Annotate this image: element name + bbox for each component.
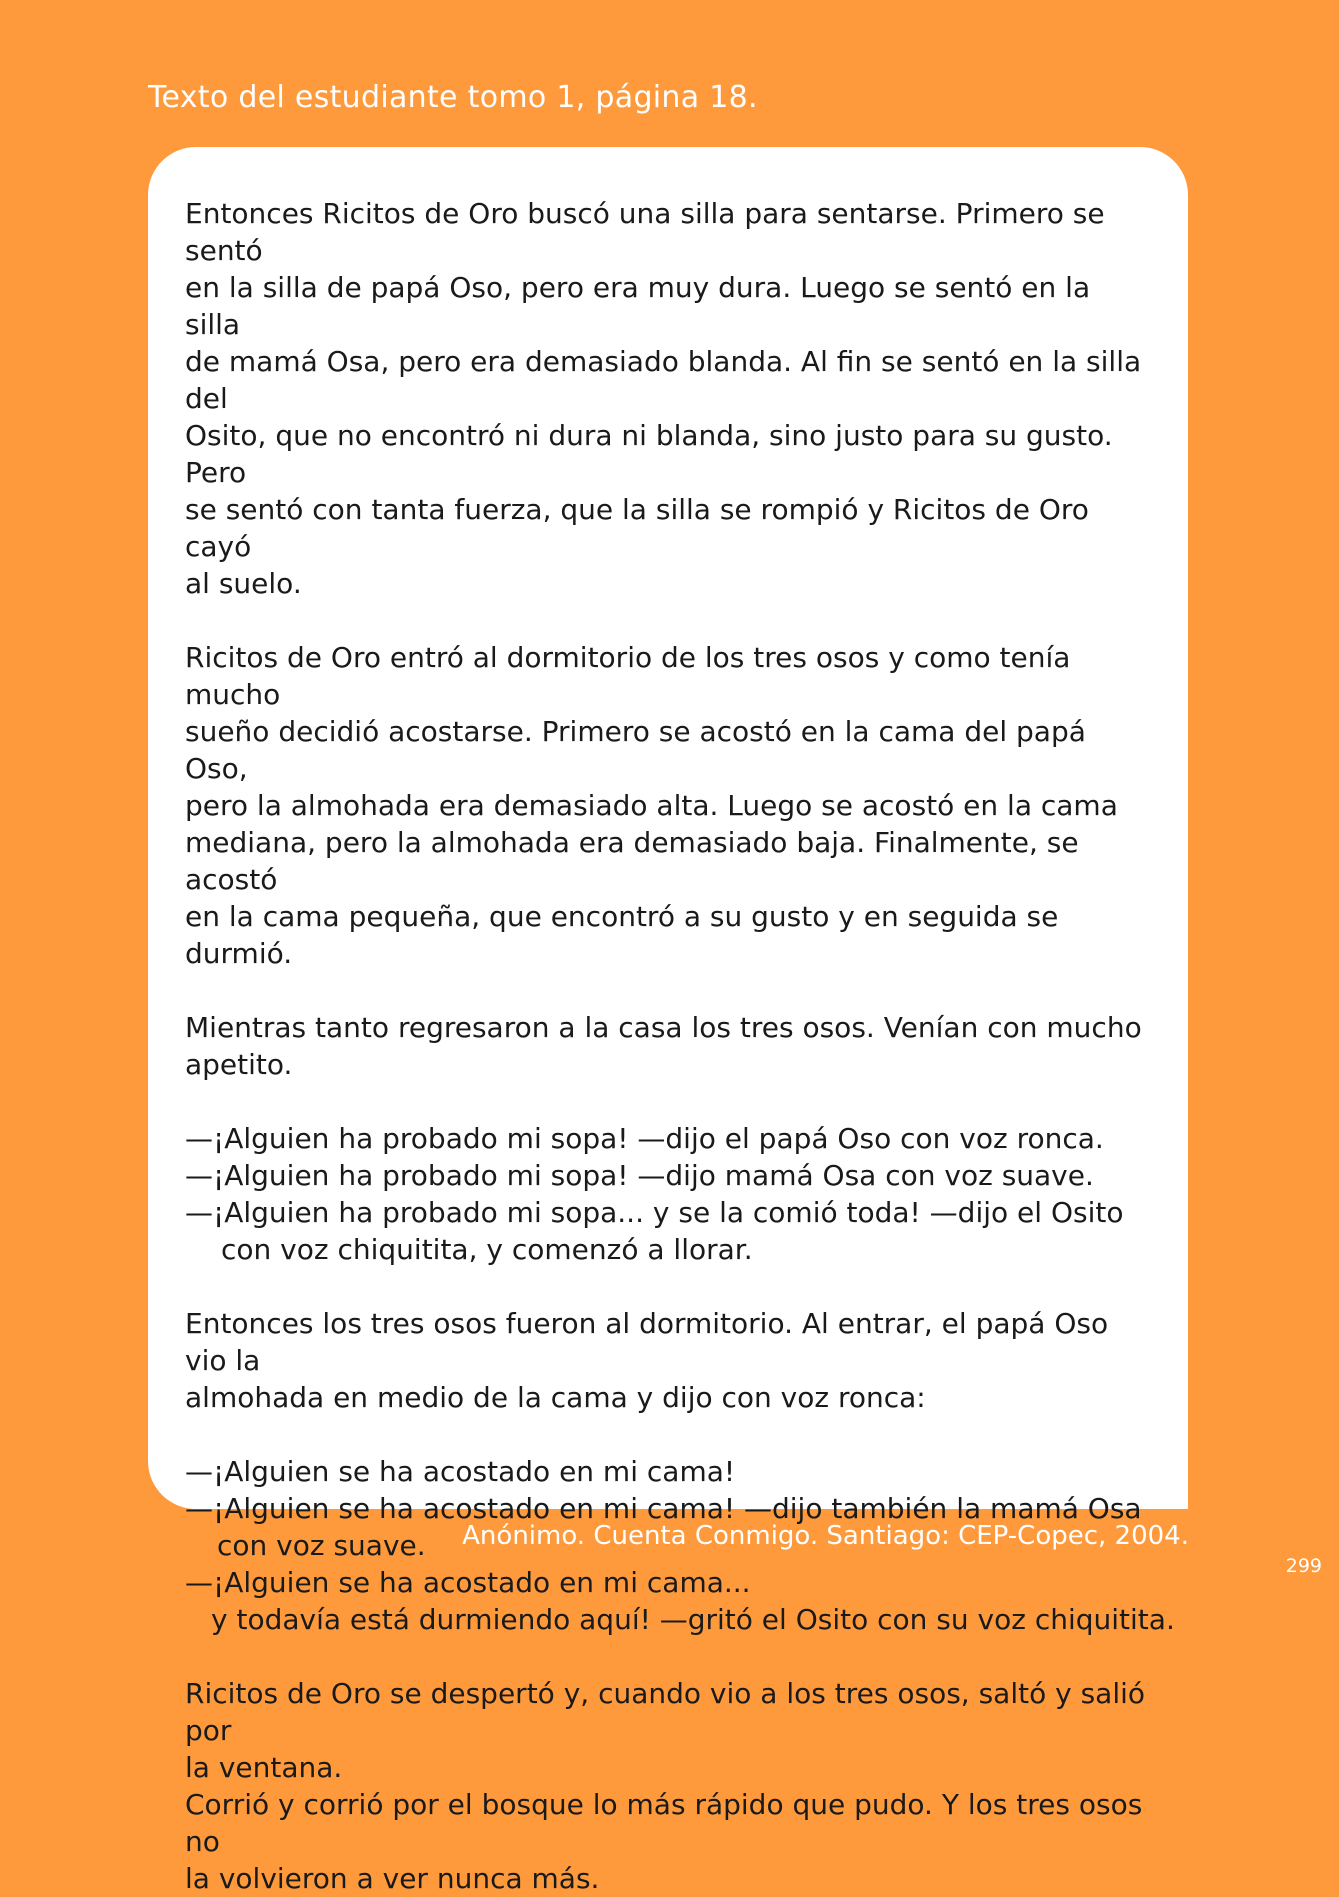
story-paragraph-ending: Ricitos de Oro se despertó y, cuando vio a los tres osos, saltó y salió por la ventana. Corrió y corrió por el bosque lo más rápido que pudo. Y los tres osos no la volvieron a ver nunca más. xyxy=(185,1677,1146,1895)
dialogue-line: —¡Alguien ha probado mi sopa! —dijo el papá Oso con voz ronca. xyxy=(185,1122,1104,1155)
dialogue-line: con voz suave. xyxy=(217,1529,426,1562)
dialogue-line: —¡Alguien se ha acostado en mi cama! xyxy=(185,1455,736,1488)
dialogue-line: —¡Alguien se ha acostado en mi cama! —dijo también la mamá Osa xyxy=(185,1492,1142,1525)
page-header: Texto del estudiante tomo 1, página 18. xyxy=(148,80,758,115)
page-number: 299 xyxy=(1285,1555,1322,1577)
dialogue-line: —¡Alguien se ha acostado en mi cama... xyxy=(185,1566,751,1599)
dialogue-line: con voz chiquitita, y comenzó a llorar. xyxy=(221,1233,753,1266)
dialogue-line: —¡Alguien ha probado mi sopa... y se la comió toda! —dijo el Osito xyxy=(185,1196,1124,1229)
dialogue-line: y todavía está durmiendo aquí! —gritó el Osito con su voz chiquitita. xyxy=(211,1603,1175,1636)
source-citation: Anónimo. Cuenta Conmigo. Santiago: CEP-Copec, 2004. xyxy=(462,1521,1189,1551)
story-paragraph-beds: Ricitos de Oro entró al dormitorio de los tres osos y como tenía mucho sueño decidió acostarse. Primero se acostó en la cama del papá Oso, pero la almohada era demasiado alta. Luego se acostó en la cama mediana, pero la almohada era demasiado baja. Finalmente, se acostó en la cama pequeña, que encontró a su gusto y en seguida se durmió. xyxy=(185,641,1118,970)
story-paragraph-chairs: Entonces Ricitos de Oro buscó una silla para sentarse. Primero se sentó en la silla de papá Oso, pero era muy dura. Luego se sentó en la silla de mamá Osa, pero era demasiado blanda. Al fin se sentó en la silla del Osito, que no encontró ni dura ni blanda, sino justo para su gusto. Pero se sentó con tanta fuerza, que la silla se rompió y Ricitos de Oro cayó al suelo. xyxy=(185,197,1142,600)
story-paragraph-bears-return: Mientras tanto regresaron a la casa los tres osos. Venían con mucho apetito. xyxy=(185,1011,1142,1081)
dialogue-line: —¡Alguien ha probado mi sopa! —dijo mamá Osa con voz suave. xyxy=(185,1159,1094,1192)
soup-dialogue xyxy=(185,1120,1148,1268)
story-paragraph-bedroom: Entonces los tres osos fueron al dormitorio. Al entrar, el papá Oso vio la almohada en medio de la cama y dijo con voz ronca: xyxy=(185,1307,1109,1414)
